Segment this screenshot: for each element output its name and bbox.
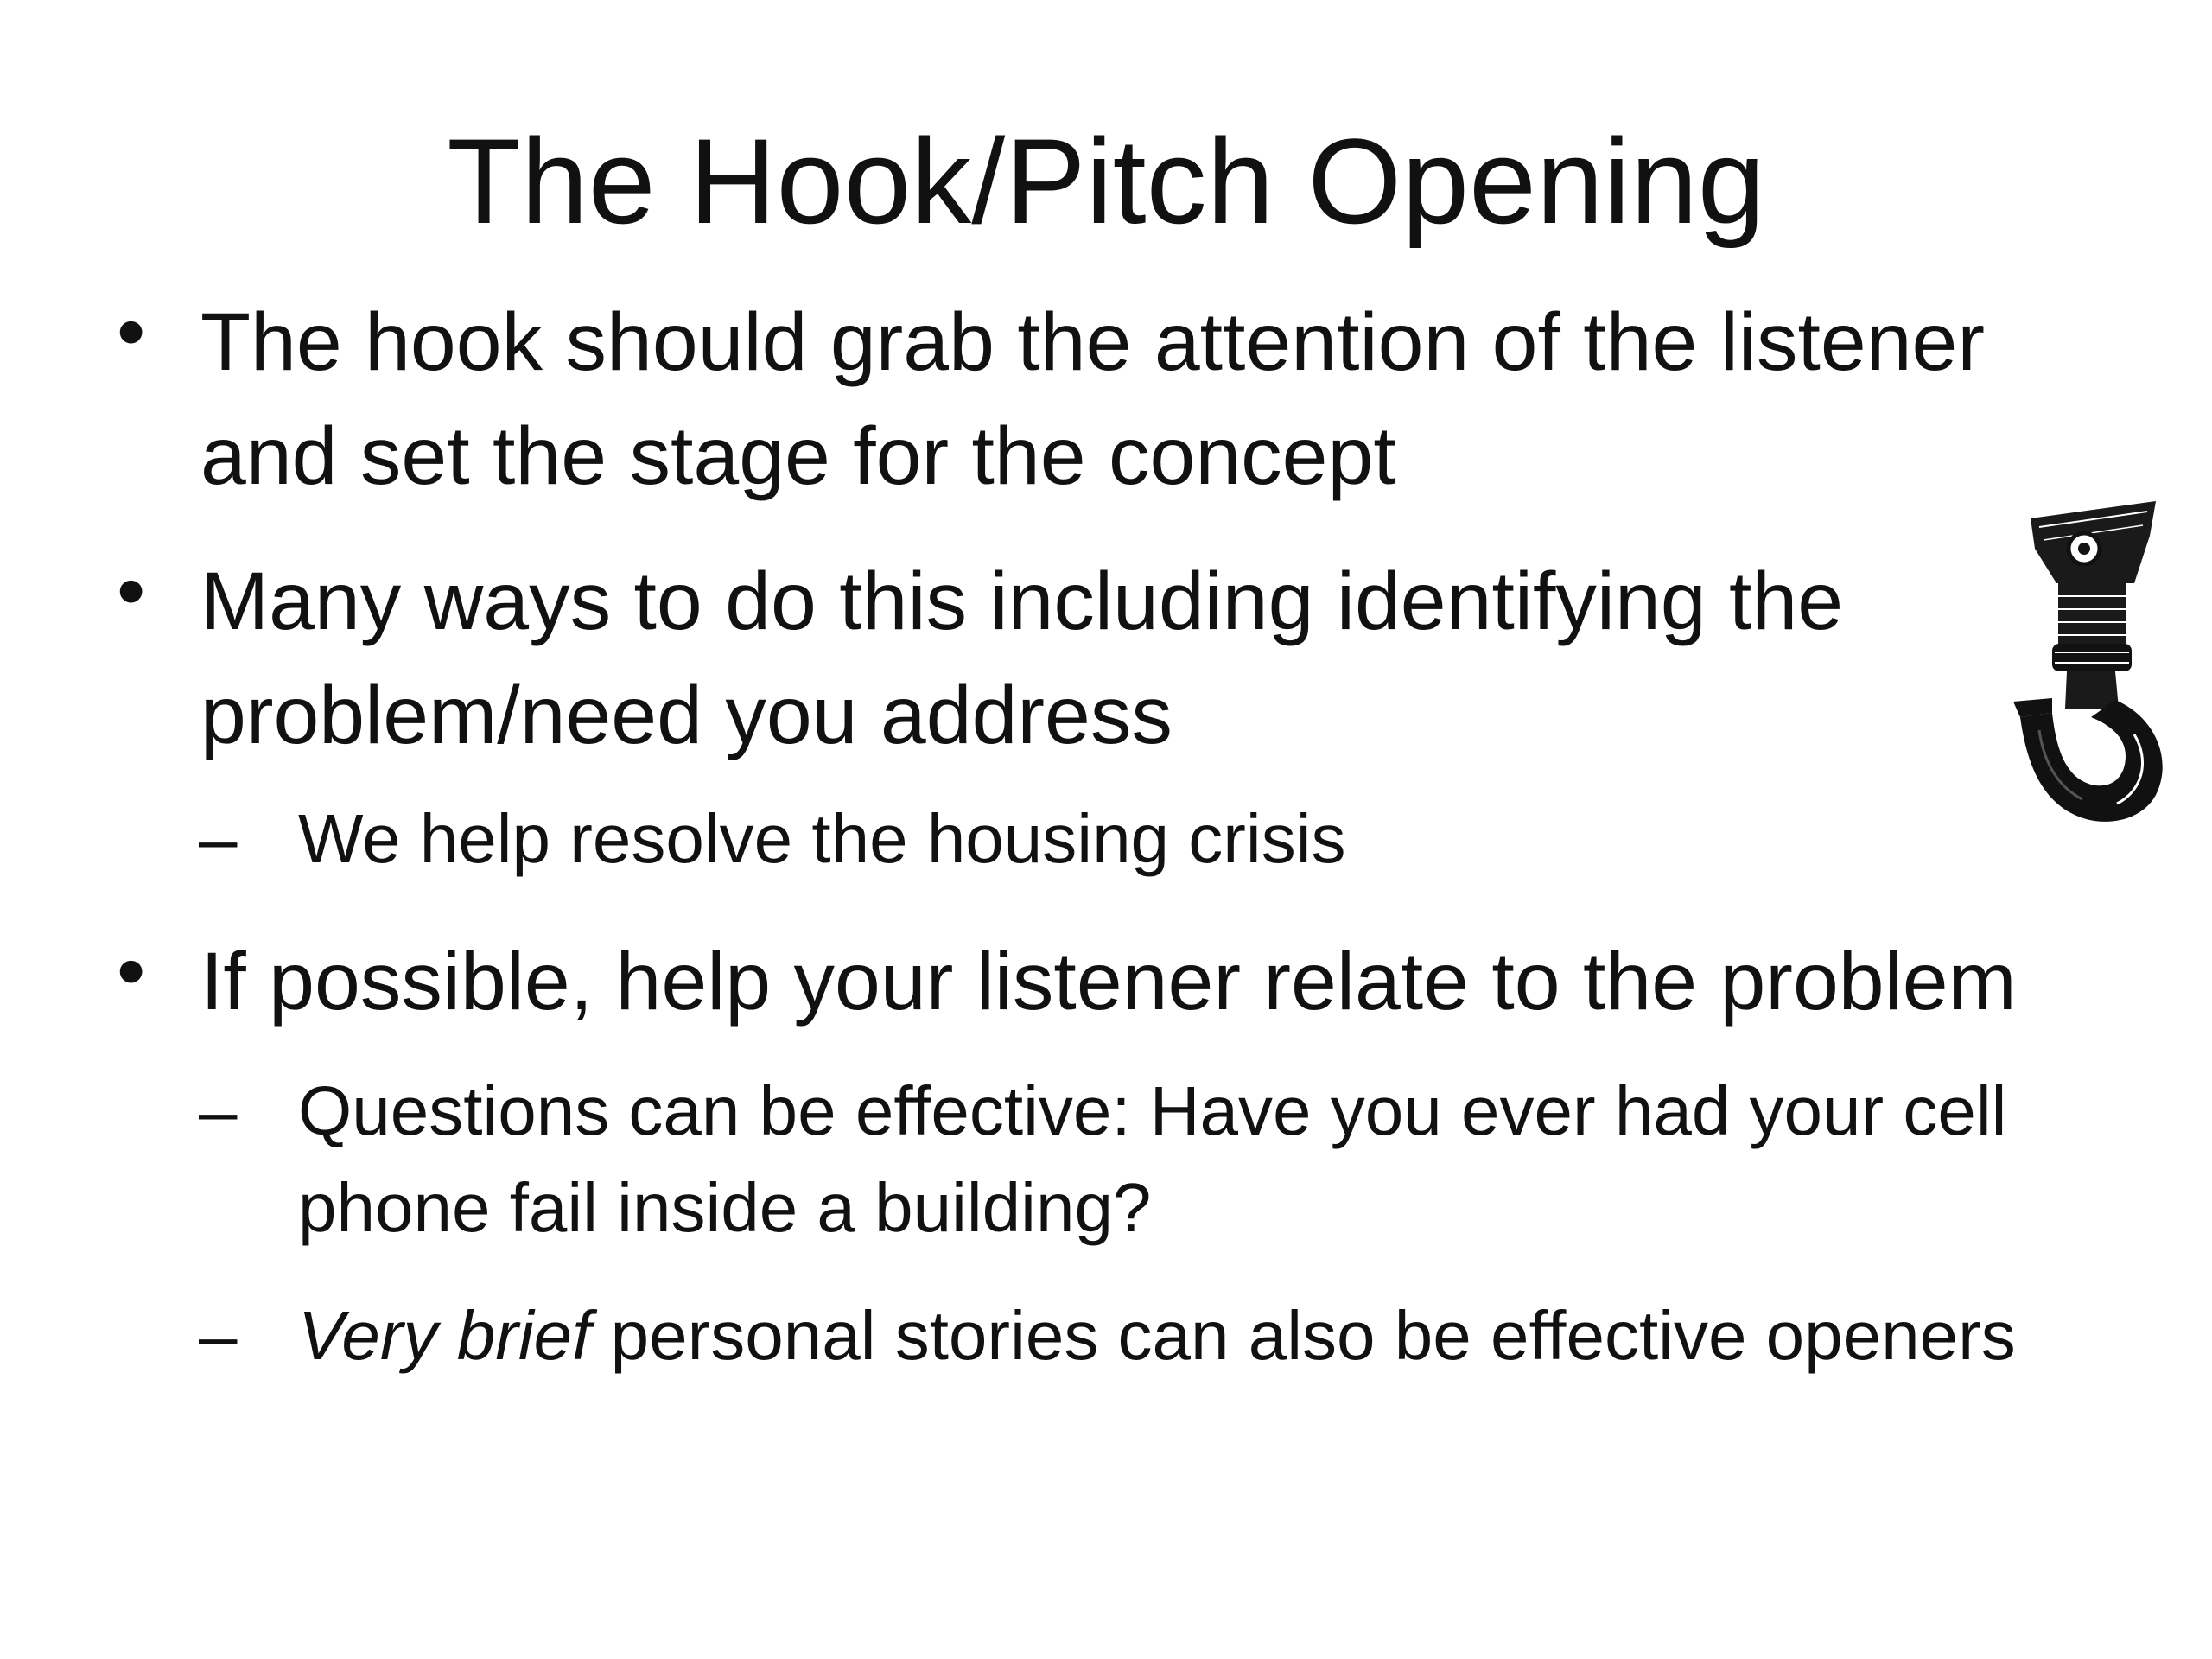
bullet-2-text — [200, 544, 1843, 772]
bullet-dot: • — [117, 286, 146, 378]
sub-bullet-3-1-line-2: phone fail inside a building? — [298, 1169, 1152, 1246]
sub-bullet-dash: – — [199, 1297, 238, 1374]
sub-bullet-dash: – — [199, 1072, 238, 1149]
sub-bullet-dash: – — [199, 800, 238, 877]
bullet-1-line-1: The hook should grab the attention of the listener — [200, 296, 1985, 388]
bullet-3-text — [200, 925, 2017, 1039]
bullet-1-line-2: and set the stage for the concept — [200, 410, 1396, 502]
slide-title: The Hook/Pitch Opening — [447, 113, 1765, 249]
bullet-1-text — [200, 285, 1985, 513]
crane-hook-icon — [2005, 501, 2177, 830]
sub-bullet-3-1-text — [199, 1063, 2007, 1256]
bullet-3-line-1: If possible, help your listener relate to the problem — [200, 936, 2017, 1027]
bullet-2-line-1: Many ways to do this including identifying the — [200, 556, 1844, 647]
bullet-2-line-2: problem/need you address — [200, 670, 1173, 761]
sub-bullet-2-1-line: We help resolve the housing crisis — [298, 800, 1346, 877]
sub-bullet-3-2-italic: Very brief — [298, 1297, 592, 1374]
sub-bullet-2-1-text — [199, 791, 1346, 887]
sub-bullet-3-2-text — [199, 1287, 2016, 1384]
sub-bullet-3-2-rest: personal stories can also be effective openers — [591, 1297, 2016, 1374]
sub-bullet-3-1-line-1: Questions can be effective: Have you ever had your cell — [298, 1072, 2007, 1149]
bullet-dot: • — [117, 545, 146, 637]
bullet-dot: • — [117, 925, 146, 1017]
